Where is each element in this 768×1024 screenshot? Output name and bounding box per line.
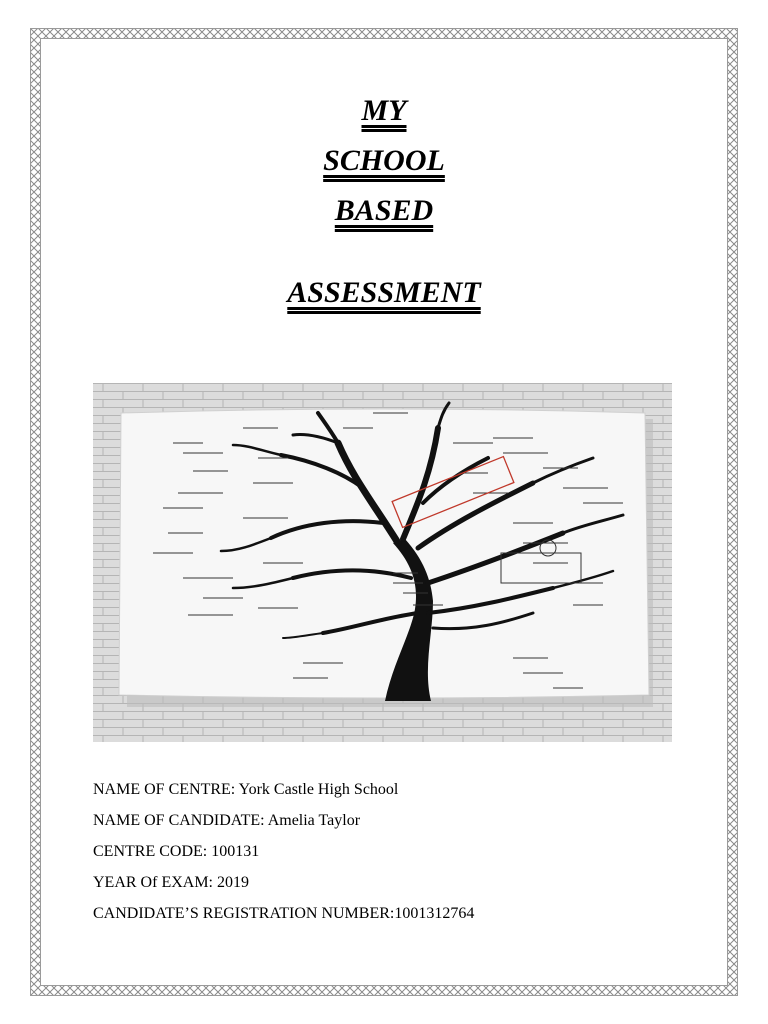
detail-centre-name <box>93 777 474 808</box>
title-line-school: SCHOOL <box>323 144 445 177</box>
math-tree-illustration <box>93 383 672 742</box>
detail-registration-number <box>93 901 474 932</box>
title-line-assessment: ASSESSMENT <box>287 276 481 309</box>
detail-value: 1001312764 <box>394 905 475 922</box>
detail-value: Amelia Taylor <box>267 812 361 829</box>
title-line-based: BASED <box>334 194 434 227</box>
cover-title <box>0 86 768 318</box>
detail-label: CENTRE CODE: <box>93 843 208 860</box>
candidate-details <box>93 777 474 932</box>
detail-exam-year <box>93 870 474 901</box>
tree-image-svg <box>93 383 672 742</box>
detail-label: YEAR Of EXAM: <box>93 874 213 891</box>
detail-label: NAME OF CENTRE: <box>93 781 236 798</box>
detail-candidate-name <box>93 808 474 839</box>
detail-value: 100131 <box>211 843 260 860</box>
detail-label: NAME OF CANDIDATE: <box>93 812 265 829</box>
detail-value: 2019 <box>217 874 249 891</box>
title-line-my: MY <box>361 94 407 127</box>
detail-value: York Castle High School <box>238 781 399 798</box>
detail-centre-code <box>93 839 474 870</box>
detail-label: CANDIDATE’S REGISTRATION NUMBER: <box>93 905 395 922</box>
